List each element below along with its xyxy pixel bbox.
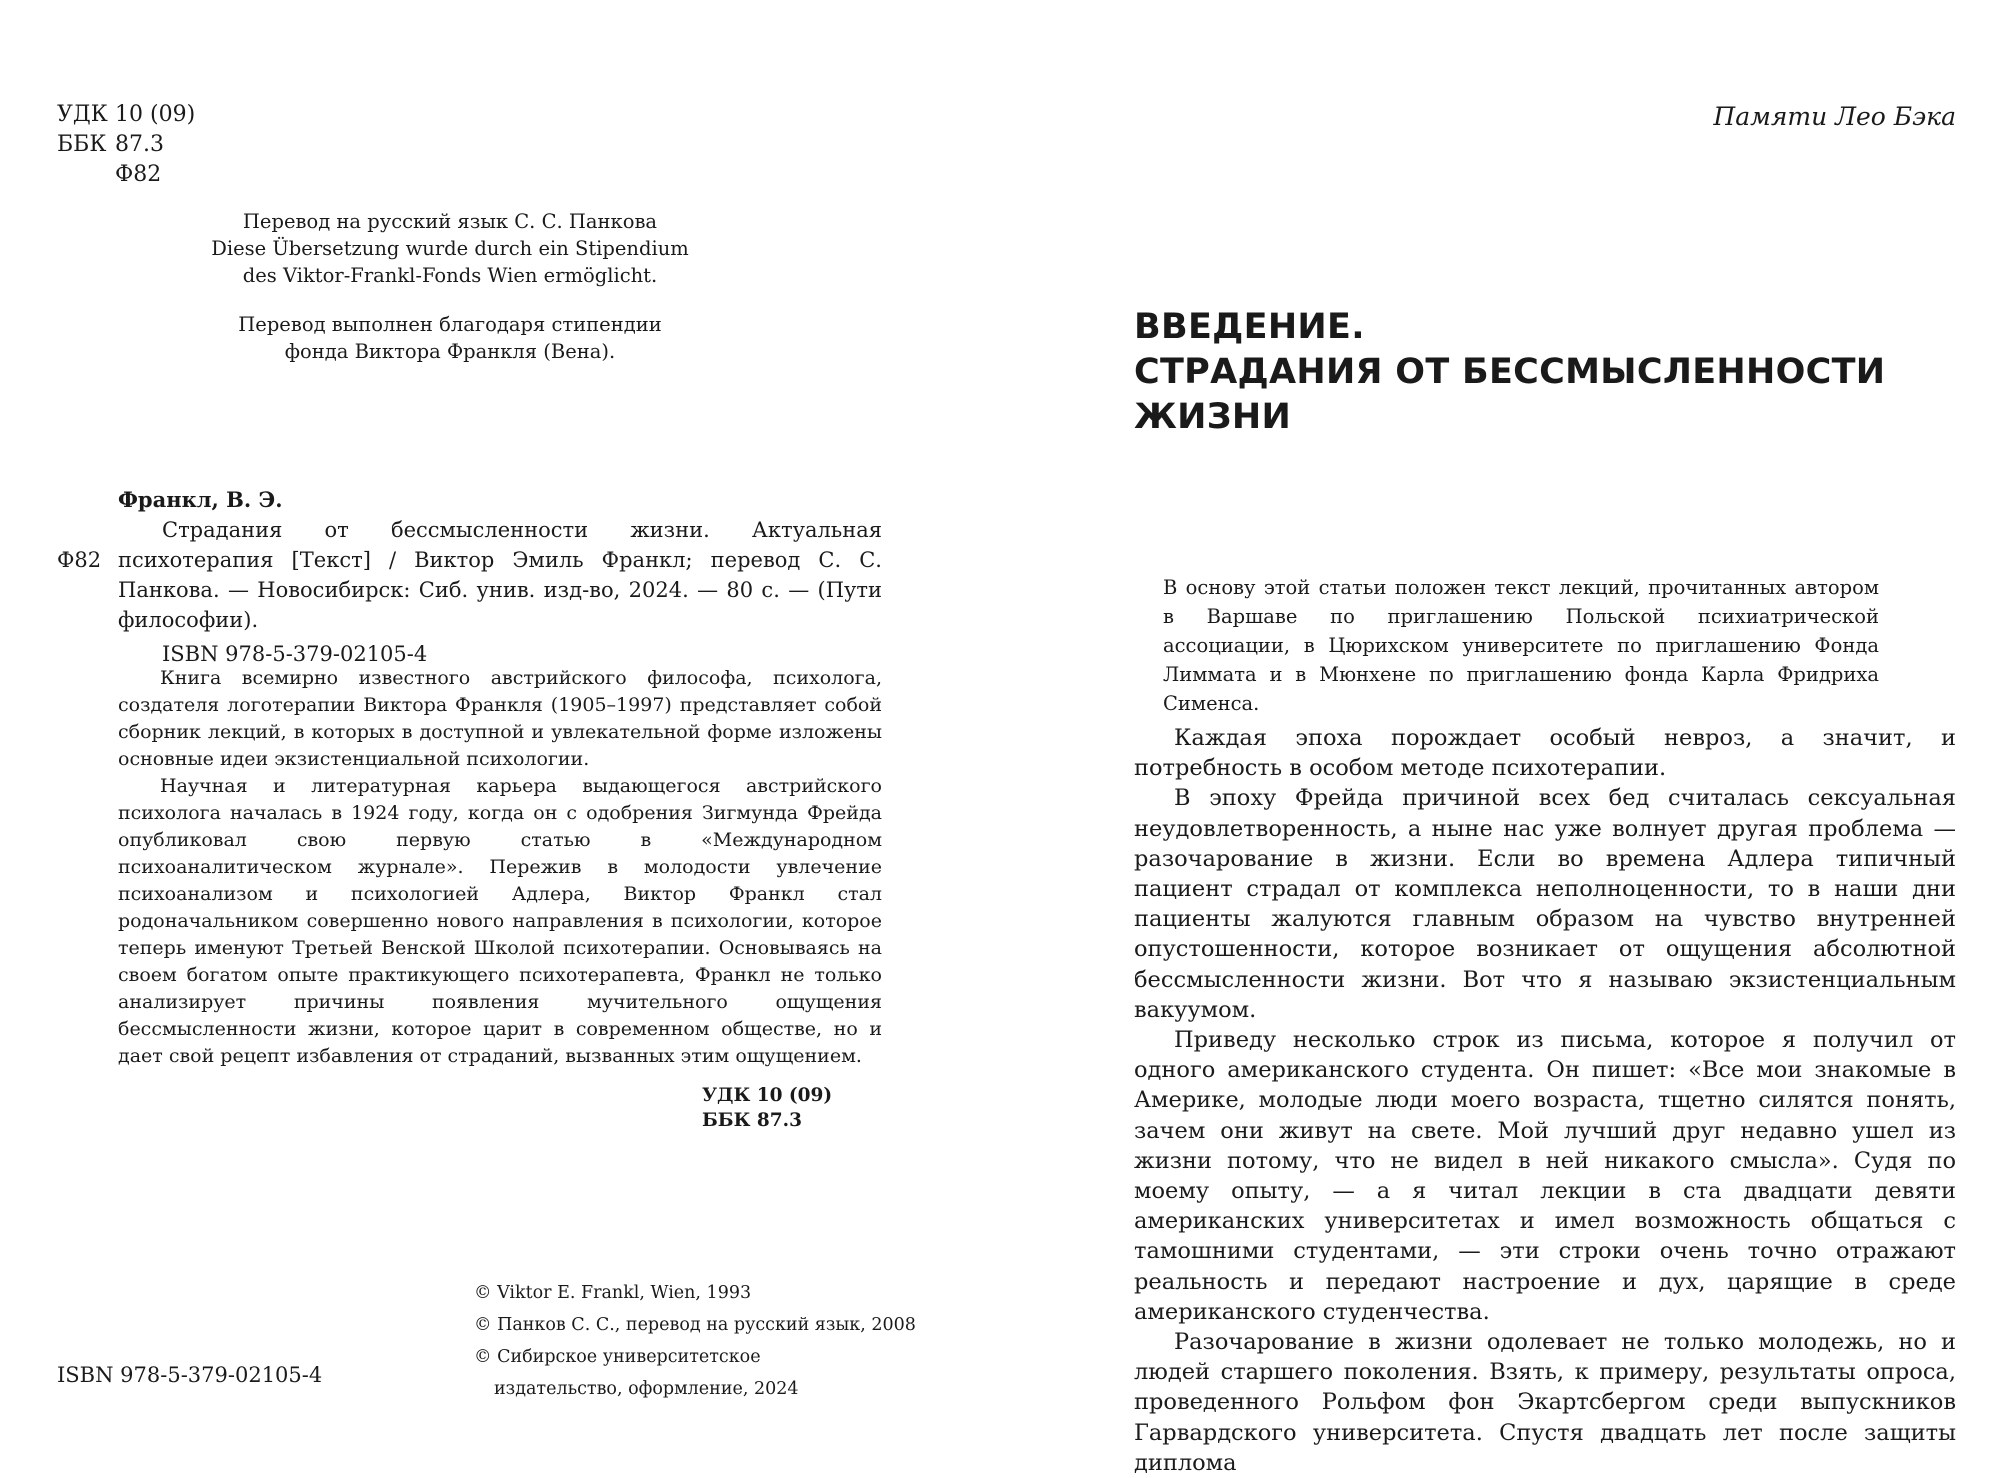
udk-key: УДК [57, 102, 108, 127]
biblio-isbn: ISBN 978-5-379-02105-4 [162, 642, 428, 666]
author-sign-key [57, 160, 115, 190]
source-note: В основу этой статьи положен текст лекций, прочитанных автором в Варшаве по приглашению Польской психиатрической ассоциации, в Цюрихском университете по приглашению Фонда Лиммата и в Мюнхене по приглашению фонда Карла Фридриха Сименса. [1163, 576, 1879, 715]
chapter-title-line: ВВЕДЕНИЕ. [1134, 307, 1365, 347]
text-paragraph: Приведу несколько строк из письма, которое я получил от одного американского студента. Он пишет: «Все мои знакомые в Америке, молодые люди моего возраста, тщетно силятся понять, зачем они живут на свете. Мой лучший друг недавно ушел из жизни потому, что не видел в ней никакого смысла». Судя по моему опыту, — а я читал лекции в ста двадцати девяти американских университетах и имел возможность общаться с тамошними студентами, — эти строки очень точно отражают реальность и передают настроение и дух, царящие в среде американского студенчества. [1134, 1027, 1956, 1325]
bbk-key: ББК [57, 132, 107, 157]
left-page [0, 0, 1000, 1431]
annotation-paragraph: Книга всемирно известного австрийского философа, психолога, создателя логотерапии Виктора Франкля (1905–1997) представляет собой сборник лекций, в которых в доступной и увлекательной форме изложены основные идеи экзистенциальной психологии. [118, 667, 882, 770]
index-code: Ф82 [57, 548, 102, 572]
chapter-title-line: СТРАДАНИЯ ОТ БЕССМЫСЛЕННОСТИ [1134, 352, 1886, 392]
copyright-line: © Сибирское университетское [474, 1347, 761, 1367]
main-text [1134, 723, 1956, 1478]
copyright-line: © Viktor E. Frankl, Wien, 1993 [474, 1283, 752, 1303]
udk-value: 10 (09) [115, 102, 196, 127]
bbk-row [57, 130, 195, 160]
translation-line: Diese Übersetzung wurde durch ein Stipendium [211, 237, 689, 260]
udk-bottom [702, 1083, 832, 1133]
isbn-bottom: ISBN 978-5-379-02105-4 [57, 1363, 323, 1387]
bibliographic-record [118, 485, 882, 669]
translation-line-ru: Перевод выполнен благодаря стипендии [238, 313, 662, 336]
udk-bottom-line: УДК 10 (09) [702, 1085, 833, 1106]
text-paragraph: Каждая эпоха порождает особый невроз, а значит, и потребность в особом методе психотерапии. [1134, 725, 1956, 782]
chapter-title [1134, 305, 1885, 440]
author-heading: Франкл, В. Э. [118, 487, 283, 512]
right-page [1000, 0, 2000, 1476]
bbk-bottom-line: ББК 87.3 [702, 1110, 802, 1131]
copyright-line: © Панков С. С., перевод на русский язык, 2008 [474, 1315, 916, 1335]
translation-note [190, 208, 710, 365]
annotation [118, 665, 882, 1070]
author-sign-row [57, 160, 195, 190]
translation-line: des Viktor-Frankl-Fonds Wien ermöglicht. [242, 264, 658, 287]
biblio-description: Страдания от бессмысленности жизни. Актуальная психотерапия [Текст] / Виктор Эмиль Франкл; перевод С. С. Панкова. — Новосибирск: Сиб. унив. изд-во, 2024. — 80 с. — (Пути философии). [118, 518, 882, 632]
author-sign-value: Ф82 [115, 162, 162, 187]
translation-line-ru: фонда Виктора Франкля (Вена). [284, 340, 616, 363]
annotation-paragraph: Научная и литературная карьера выдающегося австрийского психолога началась в 1924 году, когда он с одобрения Зигмунда Фрейда опубликовал свою первую статью в «Международном психоаналитическом журнале». Пережив в молодости увлечение психоанализом и психологией Адлера, Виктор Франкл стал родоначальником совершенно нового направления в психологии, которое теперь именуют Третьей Венской Школой психотерапии. Основываясь на своем богатом опыте практикующего психотерапевта, Франкл не только анализирует причины появления мучительного ощущения бессмысленности жизни, которое царит в современном обществе, но и дает свой рецепт избавления от страданий, вызванных этим ощущением. [118, 775, 882, 1067]
udk-row [57, 100, 195, 130]
udk-block [57, 100, 195, 190]
dedication: Памяти Лео Бэка [1713, 102, 1956, 131]
copyright-line: издательство, оформление, 2024 [494, 1379, 799, 1399]
translation-line: Перевод на русский язык С. С. Панкова [242, 210, 658, 233]
text-paragraph: В эпоху Фрейда причиной всех бед считалась сексуальная неудовлетворенность, а ныне нас уже волнует другая проблема — разочарование в жизни. Если во времена Адлера типичный пациент страдал от комплекса неполноценности, то в наши дни пациенты жалуются главным образом на чувство внутренней опустошенности, которое возникает от ощущения абсолютной бессмысленности жизни. Вот что я называю экзистенциальным вакуумом. [1134, 785, 1956, 1023]
chapter-title-line: ЖИЗНИ [1134, 397, 1292, 437]
bbk-value: 87.3 [115, 132, 164, 157]
copyrights [474, 1277, 916, 1405]
text-paragraph: Разочарование в жизни одолевает не только молодежь, но и людей старшего поколения. Взять, к примеру, результаты опроса, проведенного Рольфом фон Экартсбергом среди выпускников Гарвардского университета. Спустя двадцать лет после защиты диплома [1134, 1329, 1956, 1476]
